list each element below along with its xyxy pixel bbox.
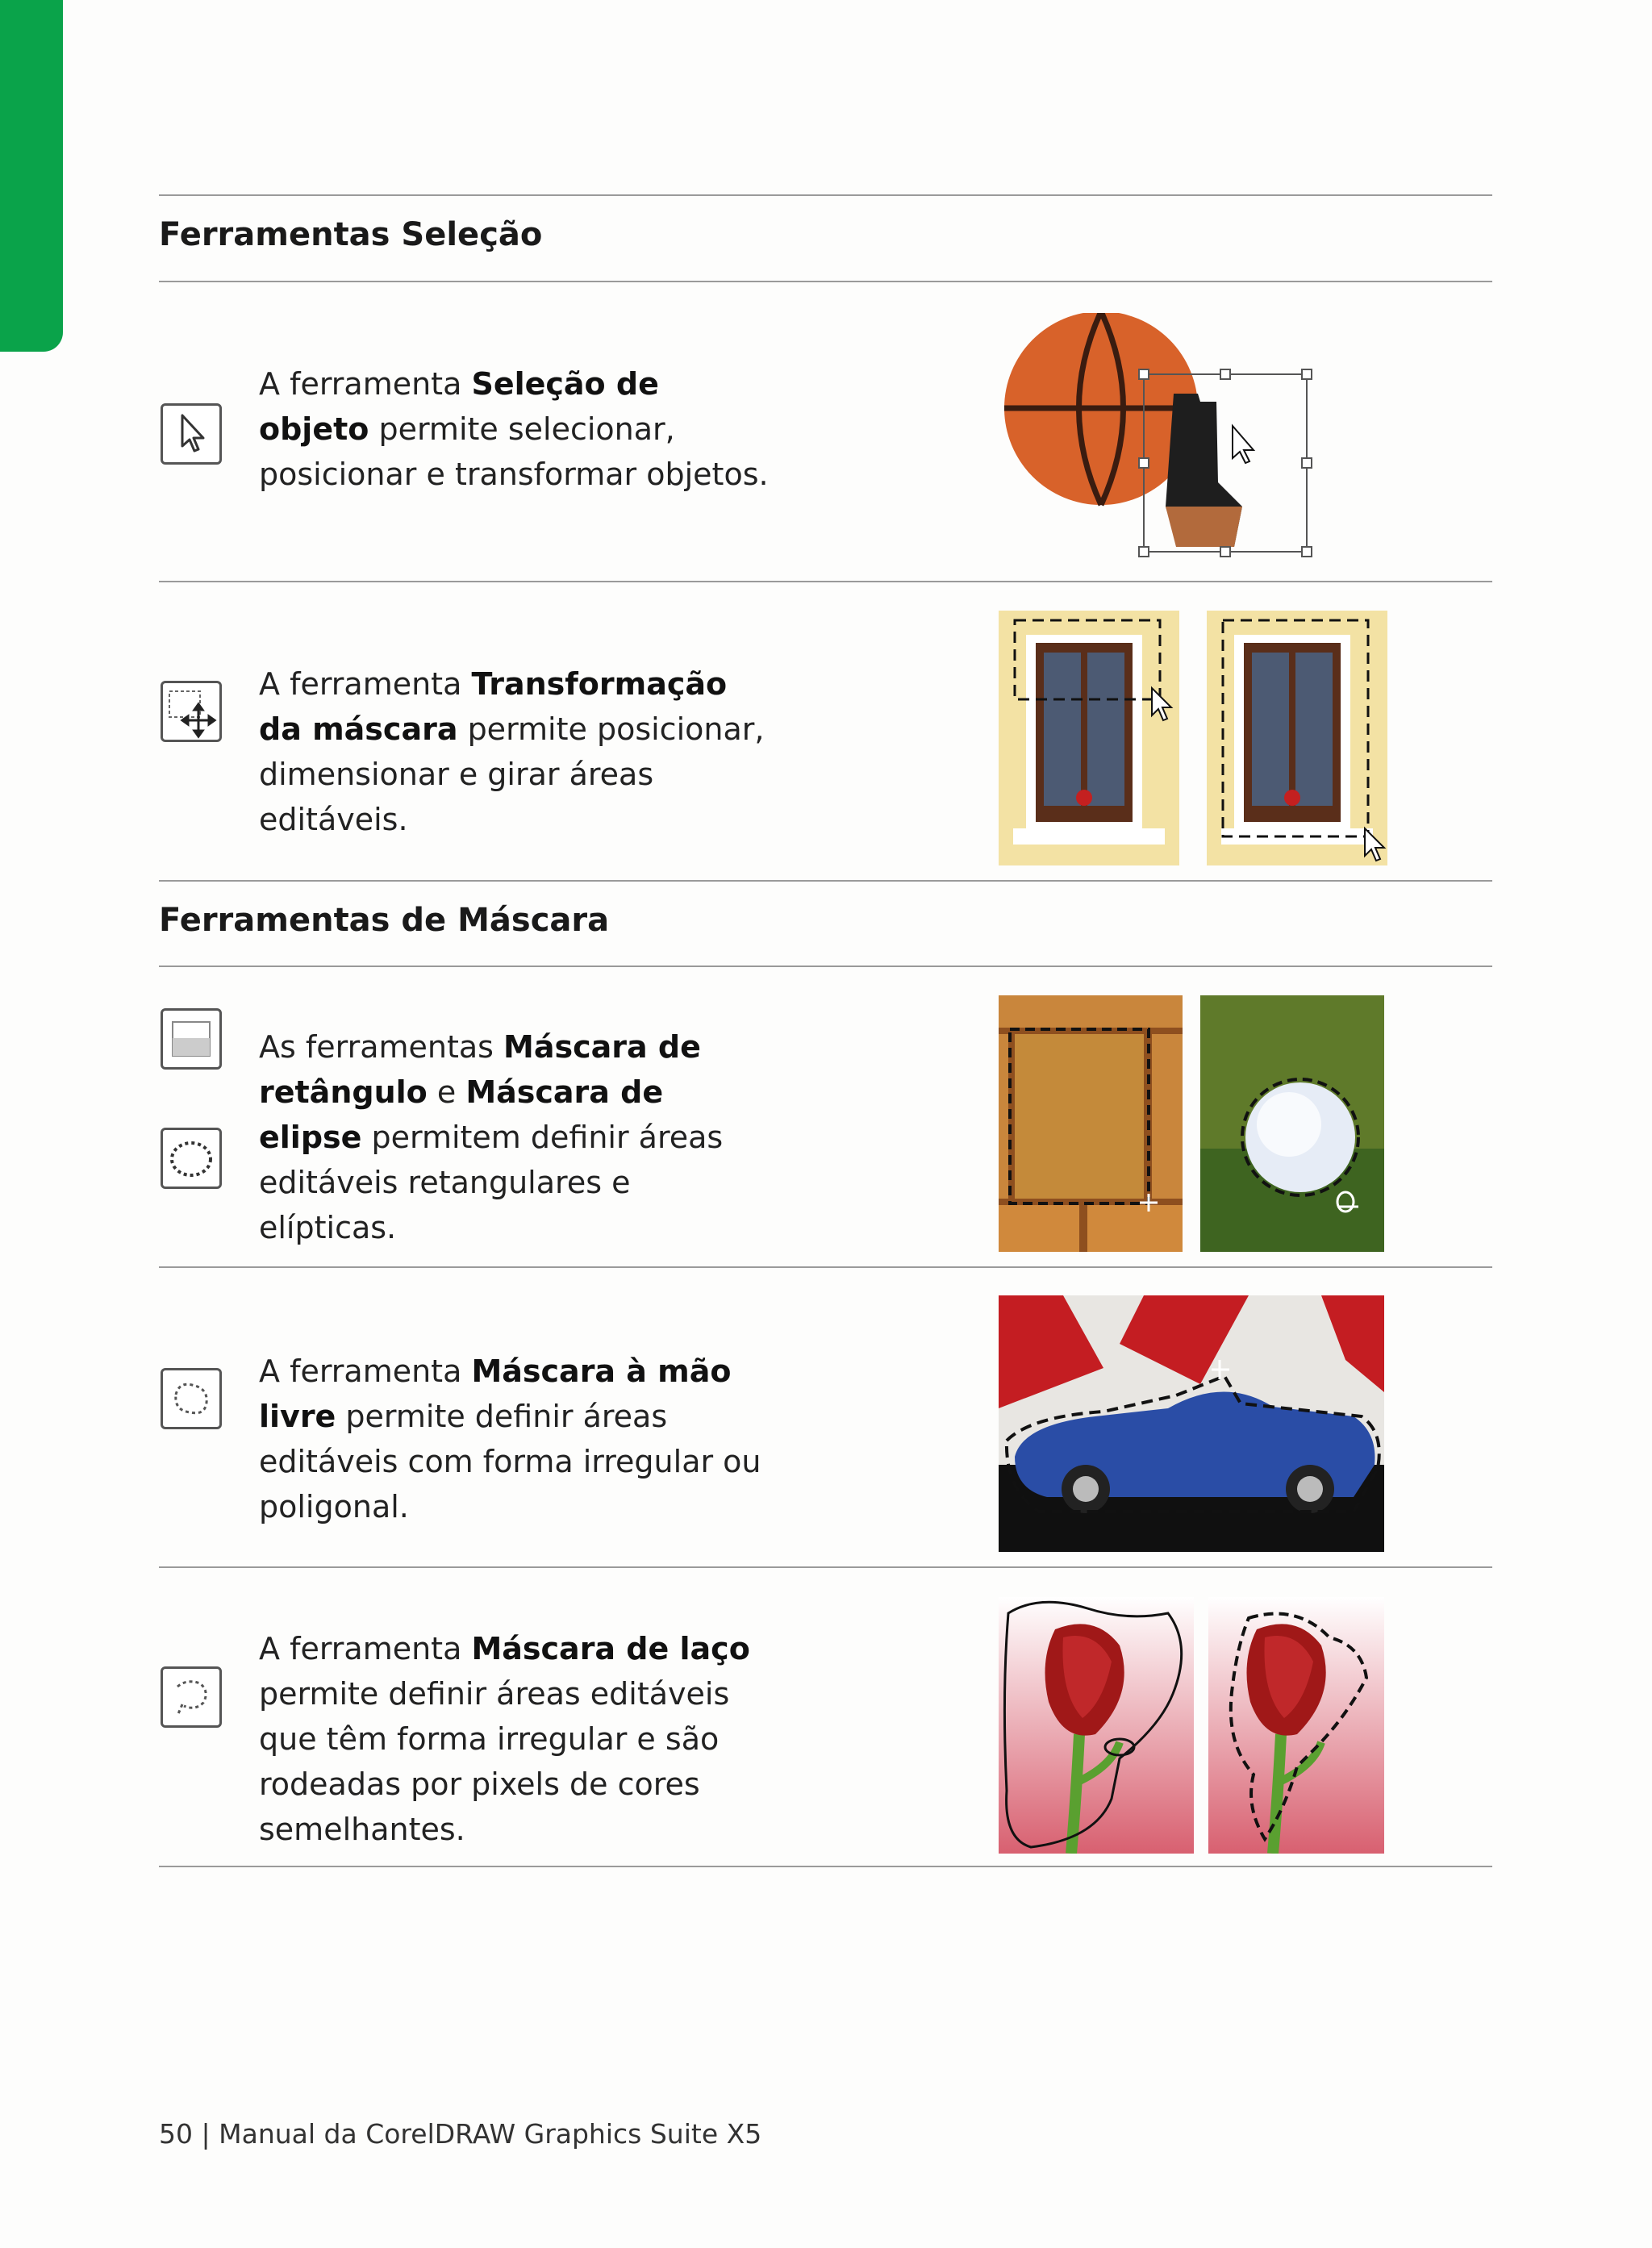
golf-ball-image — [1200, 995, 1384, 1252]
divider — [159, 1566, 1492, 1568]
freehand-mask-icon — [161, 1368, 222, 1429]
object-selection-description: A ferramenta Seleção de objeto permite selecionar, posicionar e transformar objetos. — [259, 366, 769, 492]
brick-wall-image — [999, 995, 1183, 1252]
rect-ellipse-mask-description: As ferramentas Máscara de retângulo e Máscara de elipse permitem definir áreas editáveis retangulares e elípticas. — [259, 1029, 724, 1245]
ellipse-mask-icon — [161, 1128, 222, 1189]
basketball-boot-image — [1000, 313, 1323, 565]
freehand-mask-description: A ferramenta Máscara à mão livre permite definir áreas editáveis com forma irregular ou poligonal. — [259, 1353, 761, 1524]
divider — [159, 194, 1492, 196]
divider — [159, 1866, 1492, 1867]
rose-image-masked — [1208, 1597, 1384, 1854]
lasso-mask-description: A ferramenta Máscara de laço permite definir áreas editáveis que têm forma irregular e são rodeadas por pixels de cores semelhantes. — [259, 1631, 750, 1847]
window-image-before — [999, 611, 1179, 865]
page-footer — [159, 2118, 761, 2150]
rectangle-mask-icon — [161, 1008, 222, 1070]
pick-arrow-icon — [161, 403, 222, 465]
section-heading-selection: Ferramentas Seleção — [159, 216, 543, 253]
divider — [159, 966, 1492, 967]
rose-image-lasso — [999, 1597, 1194, 1854]
divider — [159, 581, 1492, 582]
divider — [159, 281, 1492, 282]
divider — [159, 1266, 1492, 1268]
section-heading-mask: Ferramentas de Máscara — [159, 902, 610, 939]
manual-title: Manual da CorelDRAW Graphics Suite X5 — [219, 2118, 762, 2150]
window-image-after — [1207, 611, 1387, 865]
page-number: 50 — [159, 2118, 193, 2150]
divider — [159, 880, 1492, 882]
mask-transform-description: A ferramenta Transformação da máscara permite posicionar, dimensionar e girar áreas editáveis. — [259, 666, 765, 837]
section-tab — [0, 0, 63, 352]
footer-separator: | — [201, 2118, 211, 2150]
lasso-mask-icon — [161, 1666, 222, 1728]
mask-transform-icon — [161, 681, 222, 742]
convertible-car-image — [999, 1295, 1384, 1552]
